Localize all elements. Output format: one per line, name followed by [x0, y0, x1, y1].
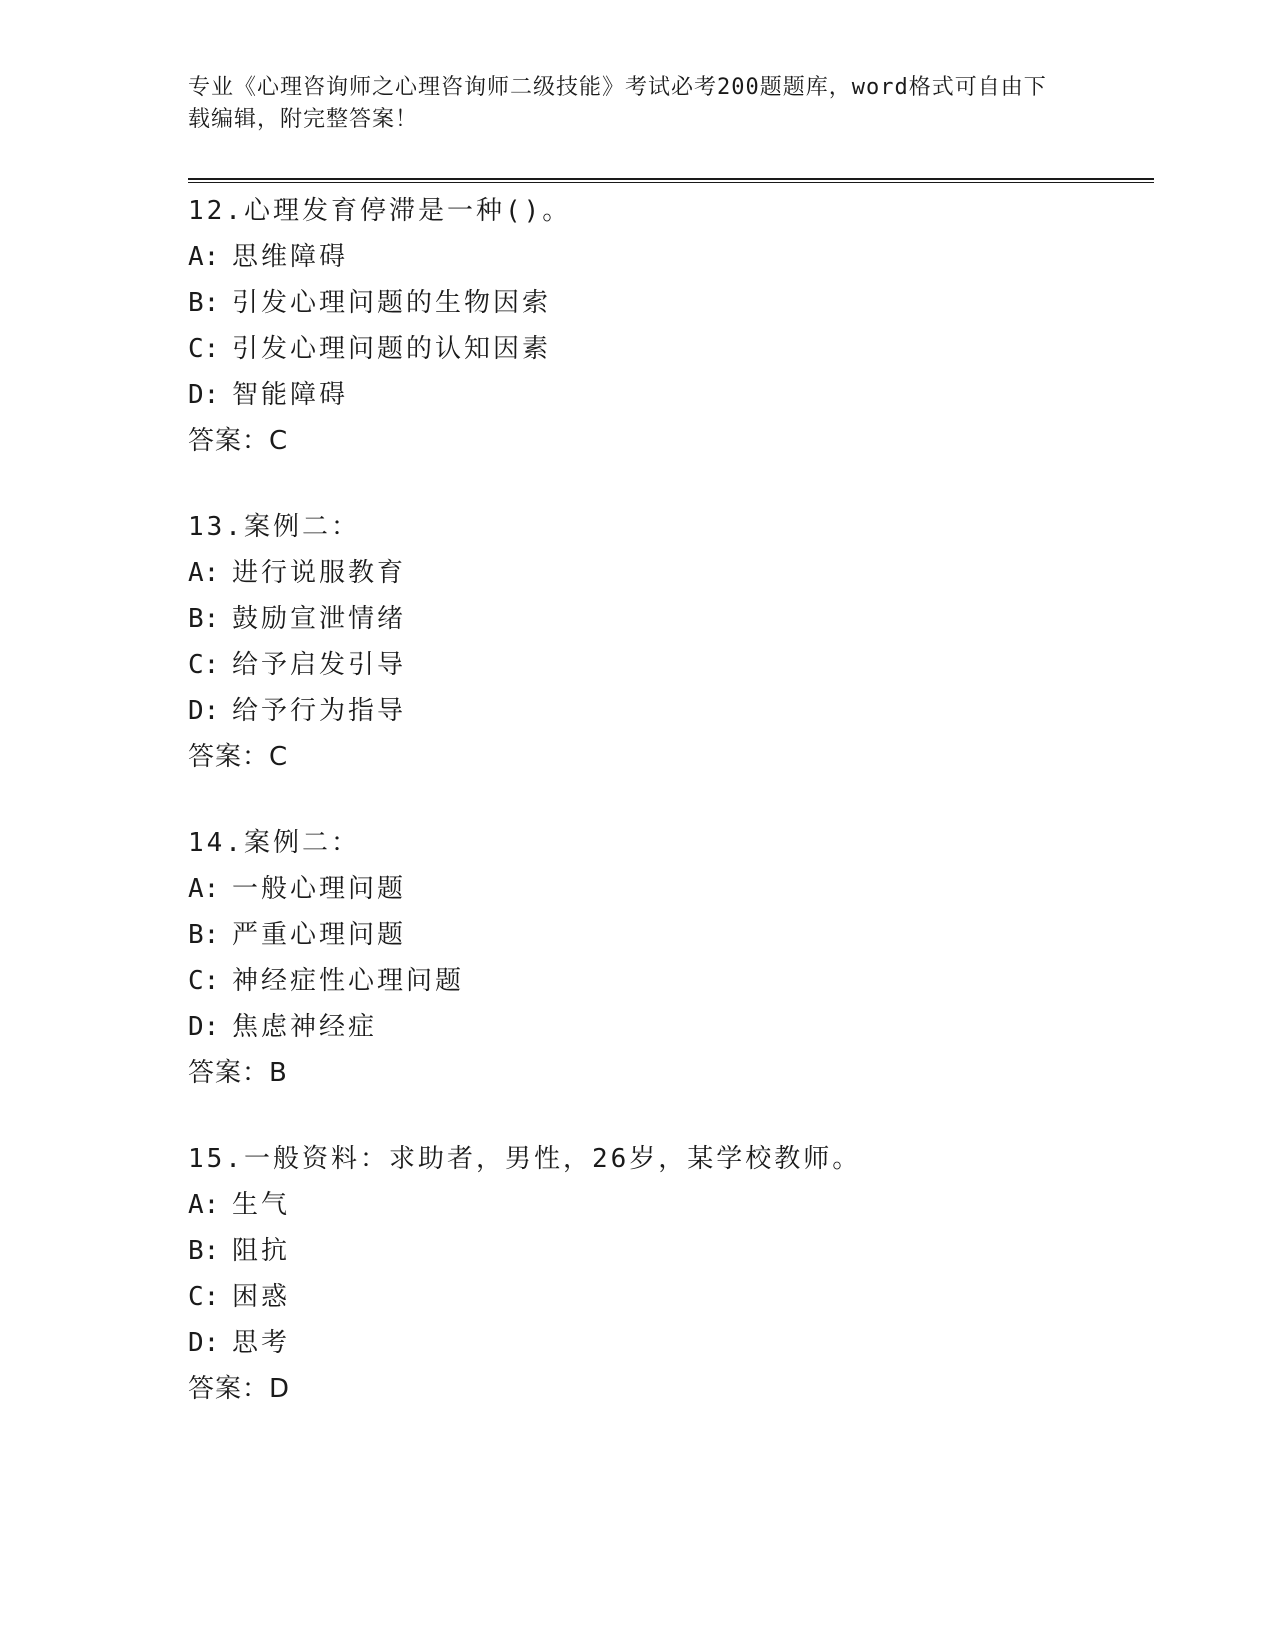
- option-d: [188, 1004, 1148, 1050]
- answer-line: 答案：C: [188, 742, 289, 772]
- option-letter: D:: [188, 696, 220, 726]
- answer-line: 答案：B: [188, 1058, 288, 1088]
- option-letter: B:: [188, 920, 220, 950]
- document-header: 专业《心理咨询师之心理咨询师二级技能》考试必考200题题库，word格式可自由下载编辑，附完整答案！: [188, 75, 1047, 132]
- option-text: 引发心理问题的生物因索: [232, 288, 552, 318]
- option-c: [188, 1274, 1148, 1320]
- option-letter: D:: [188, 380, 220, 410]
- option-letter: B:: [188, 288, 220, 318]
- option-text: 鼓励宣泄情绪: [232, 604, 407, 634]
- option-text: 智能障碍: [232, 380, 349, 410]
- option-letter: C:: [188, 966, 220, 996]
- option-letter: D:: [188, 1012, 220, 1042]
- option-b: [188, 912, 1148, 958]
- option-letter: A:: [188, 1190, 220, 1220]
- option-d: [188, 1320, 1148, 1366]
- option-text: 生气: [232, 1190, 291, 1220]
- option-text: 严重心理问题: [232, 920, 407, 950]
- option-d: [188, 372, 1148, 418]
- answer-line: 答案：C: [188, 426, 289, 456]
- option-text: 困惑: [232, 1282, 291, 1312]
- option-b: [188, 596, 1148, 642]
- option-b: [188, 1228, 1148, 1274]
- option-d: [188, 688, 1148, 734]
- option-c: [188, 642, 1148, 688]
- option-letter: C:: [188, 334, 220, 364]
- question-14: [188, 820, 1148, 1096]
- option-letter: A:: [188, 874, 220, 904]
- option-text: 一般心理问题: [232, 874, 407, 904]
- question-13: [188, 504, 1148, 780]
- answer-line: 答案：D: [188, 1374, 291, 1404]
- question-stem: 12.心理发育停滞是一种()。: [188, 196, 572, 226]
- question-stem: 14.案例二：: [188, 828, 360, 858]
- option-text: 阻抗: [232, 1236, 291, 1266]
- option-letter: B:: [188, 1236, 220, 1266]
- option-text: 焦虑神经症: [232, 1012, 378, 1042]
- question-stem: 15.一般资料：求助者，男性，26岁，某学校教师。: [188, 1144, 862, 1174]
- option-text: 思维障碍: [232, 242, 349, 272]
- option-letter: A:: [188, 558, 220, 588]
- option-a: [188, 1182, 1148, 1228]
- option-c: [188, 326, 1148, 372]
- question-list: [188, 188, 1148, 1412]
- option-text: 进行说服教育: [232, 558, 407, 588]
- option-letter: D:: [188, 1328, 220, 1358]
- option-text: 神经症性心理问题: [232, 966, 465, 996]
- option-letter: C:: [188, 650, 220, 680]
- question-12: [188, 188, 1148, 464]
- question-15: [188, 1136, 1148, 1412]
- option-text: 给予行为指导: [232, 696, 407, 726]
- header-divider: [188, 178, 1154, 183]
- option-letter: C:: [188, 1282, 220, 1312]
- option-text: 思考: [232, 1328, 291, 1358]
- option-c: [188, 958, 1148, 1004]
- option-a: [188, 234, 1148, 280]
- option-a: [188, 866, 1148, 912]
- option-text: 引发心理问题的认知因素: [232, 334, 552, 364]
- option-letter: A:: [188, 242, 220, 272]
- option-a: [188, 550, 1148, 596]
- question-stem: 13.案例二：: [188, 512, 360, 542]
- option-text: 给予启发引导: [232, 650, 407, 680]
- option-b: [188, 280, 1148, 326]
- option-letter: B:: [188, 604, 220, 634]
